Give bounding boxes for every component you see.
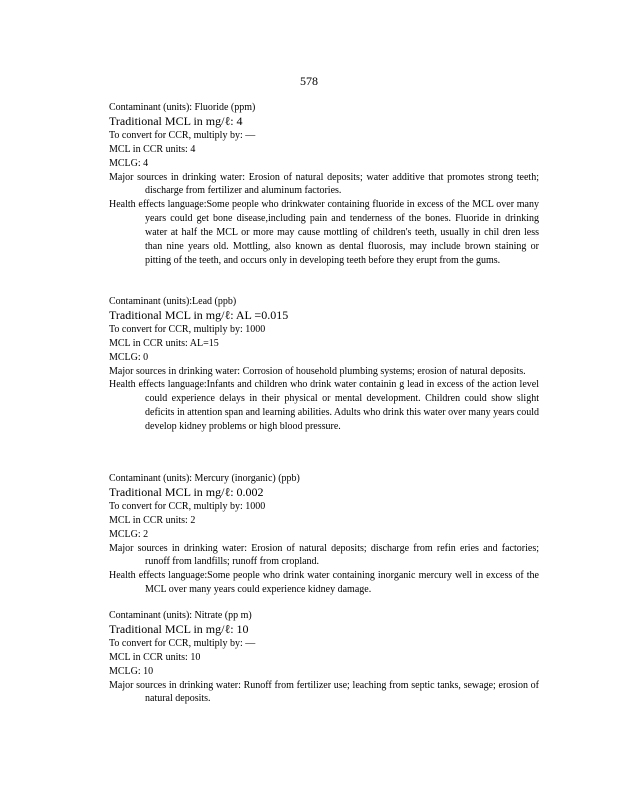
mclg: MCLG: 4 — [109, 157, 149, 169]
contaminant-section-lead — [109, 295, 539, 434]
mcl-ccr-units: MCL in CCR units: 4 — [109, 143, 196, 155]
traditional-mcl: Traditional MCL in mg/ℓ: 10 — [109, 621, 249, 636]
mcl-ccr-units: MCL in CCR units: AL=15 — [109, 337, 219, 349]
contaminant-section-nitrate — [109, 609, 539, 706]
contaminant-heading: Contaminant (units): Mercury (inorganic) (ppb) — [109, 473, 300, 484]
mclg: MCLG: 0 — [109, 351, 149, 363]
convert-factor: To convert for CCR, multiply by: 1000 — [109, 500, 266, 512]
contaminant-heading: Contaminant (units):Lead (ppb) — [109, 296, 237, 307]
health-effects: Health effects language:Infants and children who drink water containin g lead in excess of the action level could experience delays in their physical or mental development. Children could show slight deficits in attention span and learning abilities. Adults who drink this water over many years could develop kidney problems or high blood pressure. — [109, 379, 539, 433]
traditional-mcl: Traditional MCL in mg/ℓ: 4 — [109, 113, 243, 128]
mcl-ccr-units: MCL in CCR units: 10 — [109, 651, 201, 663]
contaminant-section-fluoride — [109, 101, 539, 268]
contaminant-heading: Contaminant (units): Nitrate (pp m) — [109, 610, 252, 621]
mclg: MCLG: 10 — [109, 665, 154, 677]
convert-factor: To convert for CCR, multiply by: — — [109, 637, 256, 649]
major-sources: Major sources in drinking water: Runoff from fertilizer use; leaching from septic tanks, sewage; erosion of natural deposits. — [109, 679, 539, 705]
health-effects: Health effects language:Some people who drinkwater containing fluoride in excess of the MCL over many years could get bone disease,including pain and tenderness of the bones. Fluoride in drinking water at half the MCL or more may cause mottling of children's teeth, usually in chil dren less than nine years old. Mottling, also known as dental fluorosis, may include brown staining or pitting of the teeth, and occurs only in developing teeth before they erupt from the gums. — [109, 199, 539, 266]
major-sources: Major sources in drinking water: Erosion of natural deposits; discharge from refin eries and factories; runoff from landfills; runoff from cropland. — [109, 542, 539, 568]
major-sources: Major sources in drinking water: Corrosion of household plumbing systems; erosion of natural deposits. — [109, 365, 526, 377]
convert-factor: To convert for CCR, multiply by: — — [109, 129, 256, 141]
contaminant-heading: Contaminant (units): Fluoride (ppm) — [109, 102, 256, 113]
page-number: 578 — [300, 74, 318, 88]
health-effects: Health effects language:Some people who drink water containing inorganic mercury well in excess of the MCL over many years could experience kidney damage. — [109, 570, 539, 596]
convert-factor: To convert for CCR, multiply by: 1000 — [109, 323, 266, 335]
major-sources: Major sources in drinking water: Erosion of natural deposits; water additive that promotes strong teeth; discharge from fertilizer and aluminum factories. — [109, 171, 539, 197]
contaminant-section-mercury — [109, 472, 539, 597]
traditional-mcl: Traditional MCL in mg/ℓ: AL =0.015 — [109, 307, 289, 322]
mcl-ccr-units: MCL in CCR units: 2 — [109, 514, 196, 526]
mclg: MCLG: 2 — [109, 528, 149, 540]
traditional-mcl: Traditional MCL in mg/ℓ: 0.002 — [109, 484, 264, 499]
